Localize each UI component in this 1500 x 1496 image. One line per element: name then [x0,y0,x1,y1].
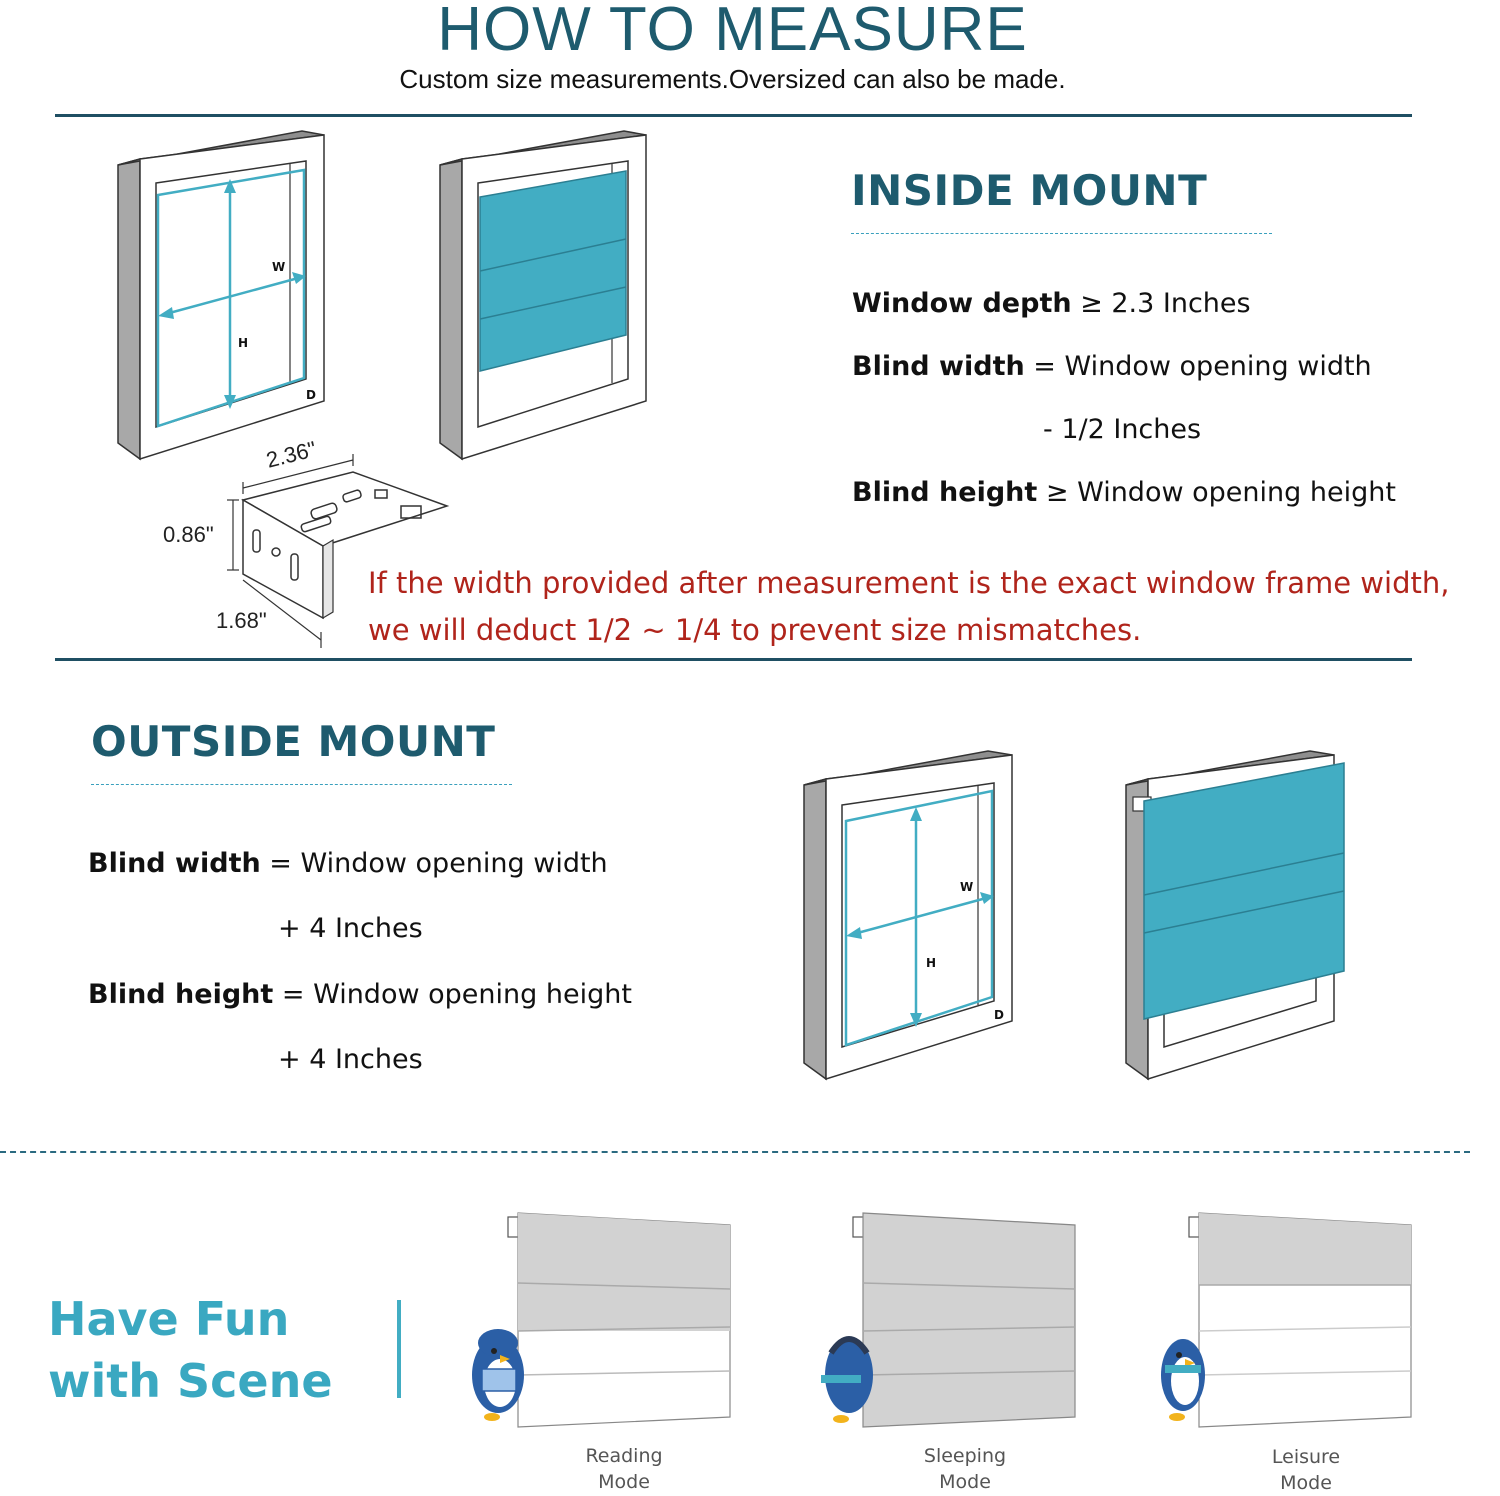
outside-spec-width [88,848,608,879]
outside-mount-underline [91,784,512,785]
inside-window-blind-illustration [440,131,646,459]
spec-label: Blind width [88,848,261,879]
spec-text: + 4 Inches [278,1044,423,1075]
sleeping-mode-blind [853,1213,1075,1427]
mode-label-line2: Mode [1280,1472,1332,1494]
page-title: HOW TO MEASURE [437,0,1028,64]
top-divider [55,114,1412,117]
size-note-line2: we will deduct 1/2 ~ 1/4 to prevent size mismatches. [368,613,1142,647]
spec-text: ≥ 2.3 Inches [1071,288,1251,319]
outside-spec-width-addition [278,913,423,944]
leisure-mode-label [1226,1444,1386,1496]
inside-window-measure-illustration [118,131,324,459]
inside-spec-width [852,351,1372,382]
penguin-reading-icon [472,1329,524,1421]
reading-mode-scene [460,1205,740,1435]
scene-heading-bar [397,1300,401,1398]
reading-mode-blind [508,1213,730,1427]
outside-window-measure-illustration [804,751,1012,1079]
bracket-depth-label: 1.68" [216,608,267,633]
sleeping-mode-label [885,1443,1045,1495]
height-label: H [238,336,249,350]
spec-text: ≥ Window opening height [1037,477,1396,508]
inside-mount-diagram [100,125,660,470]
outside-spec-height [88,979,632,1010]
size-note-line1: If the width provided after measurement is the exact window frame width, [368,566,1450,600]
middle-divider [55,658,1412,661]
spec-text: = Window opening width [1024,351,1372,382]
outside-mount-diagram [790,745,1360,1090]
leisure-mode-scene [1145,1205,1425,1435]
mode-label-line1: Sleeping [923,1445,1007,1467]
inside-mount-heading: INSIDE MOUNT [851,166,1208,215]
leisure-mode-blind [1189,1213,1411,1427]
outside-window-blind-illustration [1126,751,1344,1079]
inside-mount-underline [851,233,1272,234]
bracket-width-label: 2.36" [263,436,319,473]
inside-spec-height [852,477,1396,508]
mode-label-line2: Mode [598,1471,650,1493]
spec-text: = Window opening width [260,848,608,879]
inside-spec-width-deduction [1043,414,1201,445]
section-divider-dashed [0,1151,1470,1153]
spec-label: Blind height [88,979,274,1010]
spec-label: Window depth [852,288,1072,319]
depth-label: D [306,388,316,402]
reading-mode-label [544,1443,704,1495]
spec-label: Blind height [852,477,1038,508]
bracket-height-label: 0.86" [163,522,214,547]
mode-label-line1: Leisure [1271,1446,1341,1468]
mode-label-line2: Mode [939,1471,991,1493]
height-label: H [926,956,937,970]
outside-spec-height-addition [278,1044,423,1075]
depth-label: D [994,1008,1004,1022]
inside-spec-depth [852,288,1251,319]
spec-text: - 1/2 Inches [1043,414,1202,445]
scene-heading-line1: Have Fun [48,1292,290,1346]
scene-heading [48,1288,333,1412]
sleeping-mode-scene [805,1205,1085,1435]
spec-label: Blind width [852,351,1025,382]
outside-mount-heading: OUTSIDE MOUNT [91,717,496,766]
spec-text: = Window opening height [273,979,632,1010]
width-label: W [960,880,974,894]
page-subtitle: Custom size measurements.Oversized can also be made. [399,64,1066,94]
mode-label-line1: Reading [585,1445,663,1467]
scene-heading-line2: with Scene [48,1354,333,1408]
width-label: W [272,260,286,274]
spec-text: + 4 Inches [278,913,423,944]
